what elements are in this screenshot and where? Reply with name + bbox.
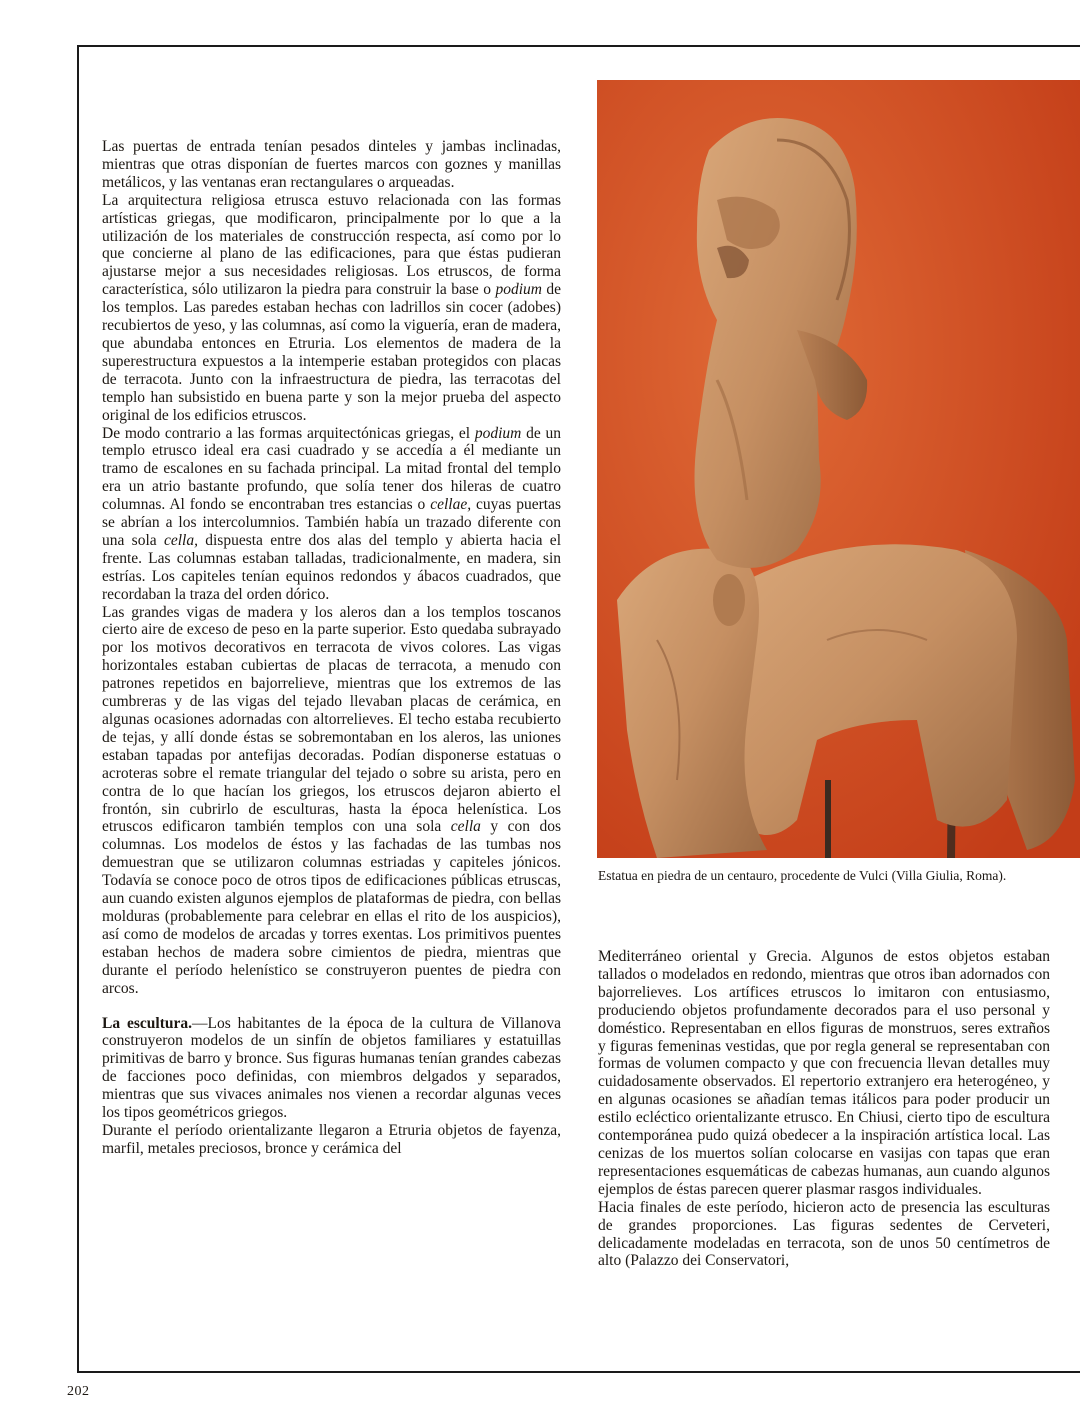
page-number: 202 xyxy=(67,1384,90,1399)
paragraph-temple-plan: De modo contrario a las formas arquitectónicas griegas, el podium de un templo etrusco ideal era casi cuadrado y se accedía a él mediante un tramo de escalones en su fachada principal. La mitad frontal del templo era un atrio bastante profundo, que solía tener dos hileras de cuatro columnas. Al fondo se encontraban tres estancias o cellae, cuyas puertas se abrían a los intercolumnios. También había un trazado diferente con una sola cella, dispuesta entre dos alas del templo y abierta hacia el frente. Las columnas estaban talladas, tradicionalmente, en madera, sin estrías. Los capiteles tenían equinos redondos y ábacos cuadrados, que recordaban la traza del orden dórico. xyxy=(102,424,562,603)
paragraph-religious-architecture: La arquitectura religiosa etrusca estuvo relacionada con las formas artísticas griegas, que modificaron, principalmente por lo que a la utilización de los materiales de construcción respecta, así como por lo que concierne al plano de las edificaciones, para que éstas pudieran ajustarse mejor a sus necesidades religiosas. Los etruscos, de forma característica, sólo utilizaron la piedra para construir la base o podium de los templos. Las paredes estaban hechas con ladrillos sin cocer (adobes) recubiertos de yeso, y las columnas, así como la viguería, eran de madera, que abundaba entonces en Etruria. Los elementos de madera de la superestructura expuestos a la intemperie estaban protegidos con placas de terracota. Junto con la infraestructura de piedra, las terracotas del templo han subsistido en buena parte y son la mejor prueba del aspecto original de los edificios etruscos. xyxy=(102,191,562,424)
photo-caption: Estatua en piedra de un centauro, procedente de Vulci (Villa Giulia, Roma). xyxy=(598,868,1007,883)
centaur-statue-photo xyxy=(597,80,1080,858)
paragraph-large-sculptures: Hacia finales de este período, hicieron acto de presencia las esculturas de grandes proporciones. Las figuras sedentes de Cerveteri, delicadamente modeladas en terracota, son de unos 50 centímetros de alto (Palazzo dei Conservatori, xyxy=(598,1198,1050,1270)
right-text-column xyxy=(598,948,1050,1270)
section-heading-sculpture: La escultura. xyxy=(102,1014,192,1032)
paragraph-sculpture: La escultura.—Los habitantes de la época de la cultura de Villanova construyeron modelos de un sinfín de objetos familiares y estatuillas primitivas de barro y bronce. Sus figuras humanas tenían grandes cabezas de facciones poco definidas, con miembros delgados y separados, mientras que sus vivaces animales nos vienen a recordar algunas veces los tipos geométricos griegos. xyxy=(102,1014,562,1122)
paragraph-terracotta-decoration: Las grandes vigas de madera y los aleros dan a los templos toscanos cierto aire de exceso de peso en la parte superior. Esto quedaba subrayado por los motivos decorativos en terracota de vivos colores. Las vigas horizontales estaban cubiertas de placas de terracota, a menudo con patrones repetidos en bajorrelieve, mientras que los extremos de las cumbreras y de las vigas del tejado llevaban placas de cerámica, en algunas ocasiones adornadas con altorrelieves. El techo estaba recubierto de tejas, y allí donde éstas se sobremontaban en los aleros, las uniones estaban tapadas por antefijas decoradas. Podían disponerse estatuas o acroteras sobre el remate triangular del tejado o sobre su arista, pero en contra de lo que hacían los griegos, los etruscos dejaron abierto el frontón, sin cubrirlo de esculturas, hasta la época helenística. Los etruscos edificaron también templos con una sola cella y con dos columnas. Los modelos de éstos y las fachadas de las tumbas nos demuestran que se utilizaron columnas estriadas y capiteles jónicos. Todavía se conoce poco de otros tipos de edificaciones públicas etruscas, aun cuando existen algunos ejemplos de plataformas de piedra, con bellas molduras (probablemente para celebrar en ellas el rito de los auspicios), así como de modelos de arcadas y torres exentas. Los primitivos puentes estaban hechos de madera sobre cimientos de piedra, mientras que durante el período helenístico se construyeron puentes de piedra con arcos. xyxy=(102,603,561,997)
left-text-column xyxy=(102,138,561,1158)
paragraph-doors: Las puertas de entrada tenían pesados dinteles y jambas inclinadas, mientras que otras disponían de fuertes marcos con goznes y manillas metálicos, y las ventanas eran rectangulares o arqueadas. xyxy=(102,138,561,191)
centaur-statue-illustration xyxy=(597,80,1080,858)
paragraph-orientalizing-continued: Mediterráneo oriental y Grecia. Algunos de estos objetos estaban tallados o modelados en redondo, mientras que otros iban adornados con bajorrelieves. Los artífices etruscos lo imitaron con entusiasmo, produciendo objetos profundamente decorados para el uso personal y doméstico. Representaban en ellos figuras de monstruos, seres extraños y figuras femeninas vestidas, que por regla general se representaban con formas de volumen compacto y que con frecuencia llevan detalles muy cuidadosamente observados. El repertorio extranjero era heterogéneo, y en algunas ocasiones se añadían temas itálicos para poder producir un estilo ecléctico orientalizante etrusco. En Chiusi, cierto tipo de escultura contemporánea pudo quizá obedecer a la inspiración artística local. Las cenizas de los muertos solían colocarse en vasijas con tapas que eran representaciones esquemáticas de cabezas humanas, aun cuando algunos ejemplos de éstas parecen querer plasmar rasgos individuales. xyxy=(598,948,1050,1198)
paragraph-orientalizing: Durante el período orientalizante llegaron a Etruria objetos de fayenza, marfil, metales preciosos, bronce y cerámica del xyxy=(102,1121,561,1157)
